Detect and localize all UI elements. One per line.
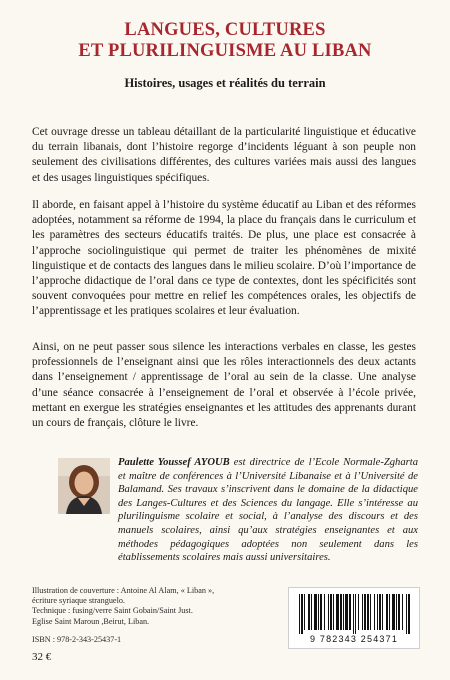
summary-paragraph-2: Il aborde, en faisant appel à l’histoire du système éducatif au Liban et des réformes adoptées, notamment sa réforme de 1994, la place du français dans le curriculum et les paramètres des secteurs éducatifs traités. De plus, une place est consacrée à l’approche sociolinguistique qui permet de traiter les phénomènes de mixité linguistique et de contacts des langues dans le milieu scolaire. D’où l’importance de l’approche didactique de l’oral dans ce type de contextes, dont les spécificités sont souvent convoquées pour mettre en relief les compétences orales, les objectifs de l’apprentissage et les pratiques scolaires et leur évaluation.	[32, 199, 416, 318]
summary-paragraph-3: Ainsi, on ne peut passer sous silence les interactions verbales en classe, les gestes professionnels de l’enseignant ainsi que les rôles interactionnels des deux actants dans l’enseignement / apprentissage de l’oral au sein de la classe. Une analyse d’une séance consacrée à l’enseignement de l’oral et observée à l’école privée, mettant en exergue les stratégies enseignantes et les attitudes des apprenants durant un cours de français, clôture le livre.	[32, 341, 416, 430]
barcode-bars-icon	[297, 594, 411, 634]
author-bio	[118, 456, 418, 565]
author-bio-text: est directrice de l’Ecole Normale-Zgharta et maître de conférences à l’Université Libanaise et à l’Université de Balamand. Ses travaux s’inscrivent dans le domaine de la didactique des Langes-Cultures et des Sciences du langage. Elle s’intéresse au plurilinguisme scolaire et social, à l’analyse des discours et des manuels scolaires, ainsi qu’aux stratégies enseignantes et aux méthodes pédagogiques adoptées non seulement dans les établissements scolaires mais aussi universitaires.	[118, 457, 418, 564]
price: 32 €	[32, 651, 52, 663]
credits-line-4: Eglise Saint Maroun ,Beirut, Liban.	[32, 616, 150, 626]
credits-line-2: écriture syriaque stranguelo.	[32, 596, 125, 606]
credits-line-1: Illustration de couverture : Antoine Al Alam, « Liban »,	[32, 586, 215, 595]
summary-paragraph-1: Cet ouvrage dresse un tableau détaillant de la particularité linguistique et éducative du terrain libanais, dont l’histoire regorge d’incidents léguant à son peuple non seulement des civilisations différentes, des cultures variées mais aussi des langues et des usages linguistiques spécifiques.	[32, 126, 416, 184]
author-portrait-icon	[58, 458, 110, 514]
author-name: Paulette Youssef AYOUB	[118, 457, 230, 468]
book-subtitle: Histoires, usages et réalités du terrain	[124, 76, 326, 90]
barcode-digits: 9 782343 254371	[309, 634, 399, 644]
isbn: ISBN : 978-2-343-25437-1	[32, 635, 122, 644]
author-photo	[58, 458, 110, 514]
cover-credits	[32, 586, 272, 627]
barcode	[288, 587, 420, 649]
book-title	[0, 20, 450, 62]
credits-line-3: Technique : fusing/verre Saint Gobain/Saint Just.	[32, 606, 193, 616]
title-line-1: LANGUES, CULTURES	[124, 20, 326, 40]
title-line-2: ET PLURILINGUISME AU LIBAN	[78, 41, 372, 61]
